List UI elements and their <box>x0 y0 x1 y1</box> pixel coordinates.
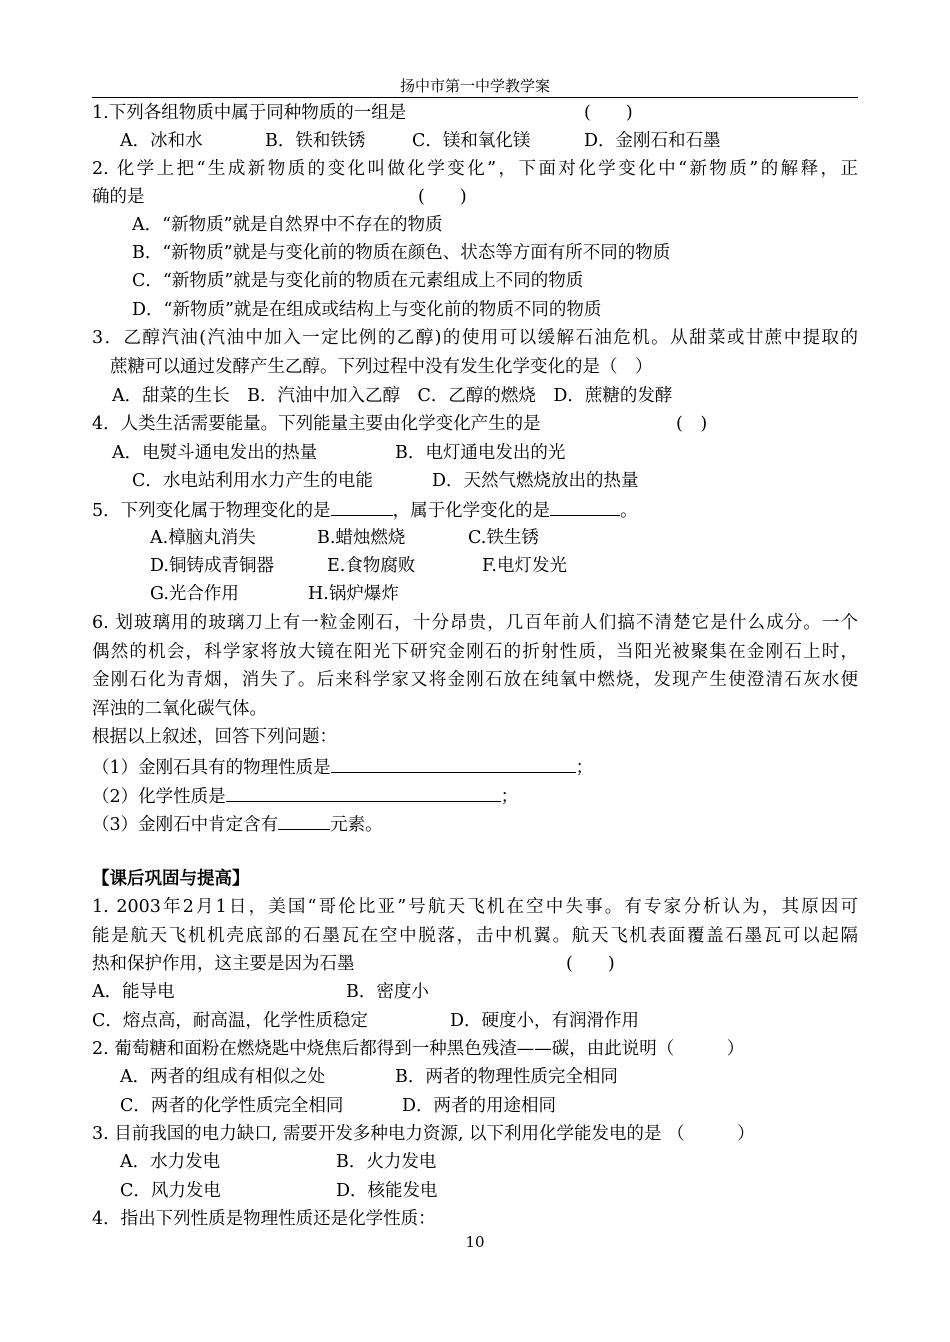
question-2-text-line-2: 确的是 <box>92 187 145 207</box>
question-5-option-g: G.光合作用 <box>150 584 239 604</box>
question-6-sub-2-text: （2）化学性质是 <box>92 787 226 807</box>
question-3-text-line-1: 3．乙醇汽油(汽油中加入一定比例的乙醇)的使用可以缓解石油危机。从甜菜或甘蔗中提取的 <box>92 328 858 348</box>
question-1-option-a: A．冰和水 <box>120 131 203 151</box>
practice-2-text: 2. 葡萄糖和面粉在燃烧匙中烧焦后都得到一种黑色残渣——碳，由此说明（ ） <box>92 1039 745 1059</box>
question-6-sub-1-end: ； <box>575 758 594 778</box>
question-6-text-line-4: 浑浊的二氧化碳气体。 <box>92 699 267 719</box>
chemical-change-blank[interactable] <box>550 497 620 516</box>
question-5-option-d: D.铜铸成青铜器 <box>150 556 274 576</box>
question-2-option-b: B．“新物质”就是与变化前的物质在颜色、状态等方面有所不同的物质 <box>132 243 671 263</box>
practice-1-option-c: C．熔点高，耐高温，化学性质稳定 <box>92 1011 368 1031</box>
question-6-sub-2-end: ； <box>500 787 519 807</box>
question-5-text-part-2: ，属于化学变化的是 <box>392 501 551 521</box>
practice-1-option-b: B．密度小 <box>346 982 429 1002</box>
question-4-option-a: A．电熨斗通电发出的热量 <box>112 443 318 463</box>
question-1-text: 1.下列各组物质中属于同种物质的一组是 <box>92 103 407 123</box>
question-6-sub-3-end: 元素。 <box>330 815 383 835</box>
page-number: 10 <box>465 1233 485 1251</box>
question-5-option-b: B.蜡烛燃烧 <box>317 528 406 548</box>
question-5-option-a: A.樟脑丸消失 <box>150 528 256 548</box>
practice-4-text: 4．指出下列性质是物理性质还是化学性质： <box>92 1209 436 1229</box>
question-4-option-d: D．天然气燃烧放出的热量 <box>432 471 639 491</box>
question-4-answer-paren: ( ) <box>676 414 708 434</box>
practice-1-text-line-1: 1. 2003年2月1日，美国“哥伦比亚”号航天飞机在空中失事。有专家分析认为，其原因可 <box>92 897 858 917</box>
question-4-option-c: C．水电站利用水力产生的电能 <box>132 471 373 491</box>
chemical-property-blank[interactable] <box>226 783 501 802</box>
practice-2-option-d: D．两者的用途相同 <box>402 1096 557 1116</box>
practice-1-text-line-2: 能是航天飞机机壳底部的石墨瓦在空中脱落，击中机翼。航天飞机表面覆盖石墨瓦可以起隔 <box>92 926 858 946</box>
question-5-option-h: H.锅炉爆炸 <box>308 584 399 604</box>
question-6-sub-3 <box>92 811 383 837</box>
practice-1-text-line-3: 热和保护作用，这主要是因为石墨 <box>92 954 355 974</box>
physical-property-blank[interactable] <box>331 754 576 773</box>
question-1-option-d: D．金刚石和石墨 <box>584 131 721 151</box>
question-2-option-c: C．“新物质”就是与变化前的物质在元素组成上不同的物质 <box>132 271 584 291</box>
question-5-option-f: F.电灯发光 <box>482 556 567 576</box>
question-1-option-c: C．镁和氧化镁 <box>412 131 531 151</box>
question-1-answer-paren: ( ) <box>584 103 633 123</box>
question-3-text-line-2: 蔗糖可以通过发酵产生乙醇。下列过程中没有发生化学变化的是（ ） <box>110 357 653 377</box>
question-5-text-part-1: 5．下列变化属于物理变化的是 <box>92 501 331 521</box>
question-5-text <box>92 497 638 523</box>
question-2-text-line-1: 2. 化学上把“生成新物质的变化叫做化学变化”，下面对化学变化中“新物质”的解释，正 <box>92 159 858 179</box>
practice-3-option-b: B．火力发电 <box>336 1152 437 1172</box>
question-4-option-b: B．电灯通电发出的光 <box>395 443 566 463</box>
question-4-text: 4．人类生活需要能量。下列能量主要由化学变化产生的是 <box>92 414 541 434</box>
question-6-instruction: 根据以上叙述，回答下列问题： <box>92 727 337 747</box>
page-header: 扬中市第一中学教学案 <box>92 76 858 98</box>
question-6-sub-2 <box>92 783 518 809</box>
practice-1-option-d: D．硬度小，有润滑作用 <box>450 1011 640 1031</box>
practice-3-option-c: C．风力发电 <box>120 1181 221 1201</box>
practice-2-option-b: B．两者的物理性质完全相同 <box>395 1067 618 1087</box>
question-1-option-b: B．铁和铁锈 <box>265 131 366 151</box>
practice-2-option-c: C．两者的化学性质完全相同 <box>120 1096 344 1116</box>
physical-change-blank[interactable] <box>331 497 393 516</box>
question-6-sub-1-text: （1）金刚石具有的物理性质是 <box>92 758 331 778</box>
element-blank[interactable] <box>278 811 330 830</box>
question-6-sub-1 <box>92 754 593 780</box>
practice-1-option-a: A．能导电 <box>92 982 175 1002</box>
question-5-option-c: C.铁生锈 <box>468 528 539 548</box>
question-6-text-line-3: 金刚石化为青烟，消失了。后来科学家又将金刚石放在纯氧中燃烧，发现产生使澄清石灰水便 <box>92 670 858 690</box>
question-2-answer-paren: ( ) <box>418 187 467 207</box>
question-2-option-d: D．“新物质”就是在组成或结构上与变化前的物质不同的物质 <box>132 300 602 320</box>
section-title: 【课后巩固与提高】 <box>92 869 250 889</box>
question-5-text-end: 。 <box>620 501 638 521</box>
practice-3-option-d: D．核能发电 <box>336 1181 438 1201</box>
practice-2-option-a: A．两者的组成有相似之处 <box>120 1067 326 1087</box>
question-6-sub-3-text: （3）金刚石中肯定含有 <box>92 815 279 835</box>
question-3-options: A．甜菜的生长 B．汽油中加入乙醇 C．乙醇的燃烧 D．蔗糖的发酵 <box>112 386 673 406</box>
question-5-option-e: E.食物腐败 <box>327 556 416 576</box>
question-6-text-line-2: 偶然的机会，科学家将放大镜在阳光下研究金刚石的折射性质，当阳光被聚集在金刚石上时， <box>92 642 858 662</box>
question-6-text-line-1: 6. 划玻璃用的玻璃刀上有一粒金刚石，十分昂贵，几百年前人们搞不清楚它是什么成分。一个 <box>92 613 858 633</box>
practice-3-text: 3. 目前我国的电力缺口, 需要开发多种电力资源, 以下利用化学能发电的是 （ ） <box>92 1124 755 1144</box>
practice-3-option-a: A．水力发电 <box>120 1152 221 1172</box>
question-2-option-a: A．“新物质”就是自然界中不存在的物质 <box>132 215 443 235</box>
practice-1-answer-paren: ( ) <box>566 954 615 974</box>
